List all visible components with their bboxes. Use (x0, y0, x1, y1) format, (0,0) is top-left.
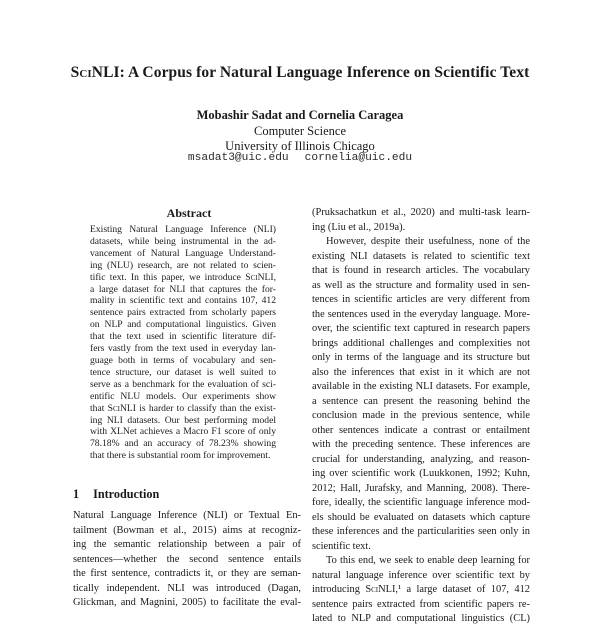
body-line: tences in scientific articles are very different from (312, 294, 530, 305)
body-line: available in the existing NLI datasets. For example, (312, 381, 530, 392)
abstract-line: a large dataset for NLI that captures the for- (90, 283, 276, 295)
intro-line: tailment (Bowman et al., 2015) aims at recogniz- (73, 524, 301, 536)
abstract-line: serve as a benchmark for the evaluation of sci- (90, 378, 276, 390)
intro-line: Natural Language Inference (NLI) or Textual En- (73, 510, 301, 521)
abstract-line: tific text. In this paper, we introduce SciNLI, (90, 271, 276, 283)
introduction-body (73, 509, 301, 611)
intro-line: the first sentence, contradicts it, or they are seman- (73, 568, 301, 579)
body-line: the sentences used in the everyday language. More- (312, 308, 530, 320)
body-line: els should be evaluated on datasets which capture (312, 511, 530, 523)
author-emails (0, 152, 600, 164)
body-line: ing (Liu et al., 2019a). (312, 221, 406, 233)
body-line: these inferences and the particularities seen only in (312, 526, 530, 537)
body-line: lated to NLP and computational linguistics (CL) (312, 613, 530, 624)
body-line: other sentences indicate a contrast or entailment (312, 424, 530, 436)
body-line: a sentence can present the reasoning behind the (312, 395, 530, 407)
intro-line: sentences—whether the second sentence entails (73, 553, 301, 565)
body-line: that is found in research articles. The vocabulary (312, 265, 530, 276)
right-column-body (312, 206, 530, 627)
body-line: scientific text. (312, 540, 371, 552)
section-title: Introduction (93, 487, 160, 501)
body-line: sentence pairs extracted from scientific papers re- (312, 598, 530, 610)
abstract-line: tence structure, our dataset is well suited to (90, 366, 276, 378)
affiliation-university: University of Illinois Chicago (225, 139, 375, 153)
body-line: ing over scientific work (Luukkonen, 1992; Kuhn, (312, 468, 530, 479)
body-line: existing NLI datasets is related to scientific text (312, 250, 530, 262)
body-line: brings additional challenges and complexities not (312, 337, 530, 349)
body-line: However, despite their usefulness, none of the (326, 236, 530, 247)
intro-line: Glickman, and Magnini, 2005) to facilitate the eval- (73, 597, 301, 608)
body-line: (Pruksachatkun et al., 2020) and multi-task learn- (312, 207, 530, 218)
abstract-line: that there is substantial room for improvement. (90, 450, 271, 462)
affiliation-department: Computer Science (254, 124, 346, 138)
body-line: with the preceding sentence. These inferences are (312, 439, 530, 450)
abstract-line: with XLNet achieves a Macro F1 score of only (90, 426, 276, 438)
abstract-line: on NLP and computational linguistics. Given (90, 319, 276, 331)
abstract-line: vancement of Natural Language Understand- (90, 247, 276, 259)
abstract-line: entific NLU models. Our experiments show (90, 390, 276, 402)
intro-line: ing the semantic relationship between a pair of (73, 539, 301, 550)
abstract-line: 78.18% and an accuracy of 78.23% showing (90, 438, 276, 450)
email-caragea[interactable]: cornelia@uic.edu (304, 152, 413, 164)
body-line: introducing SciNLI,¹ a large dataset of 107, 412 (312, 584, 530, 595)
abstract-line: Existing Natural Language Inference (NLI) (90, 224, 276, 235)
email-sadat[interactable]: msadat3@uic.edu (187, 152, 289, 164)
abstract-line: ing (NLU) research, are not related to scien- (90, 259, 276, 271)
intro-line: tically independent. NLI was introduced (Dagan, (73, 582, 301, 594)
body-line: also the inferences that exist in it which are not (312, 366, 530, 378)
body-line: crucial for understanding, analyzing, and reason- (312, 453, 530, 465)
body-line: as well as the structure and formality used in sen- (312, 279, 530, 291)
body-line: conclusion made in the previous sentence, while (312, 410, 530, 421)
abstract-line: mality in scientific text and contains 107, 412 (90, 295, 276, 307)
abstract-line: guage both in terms of vocabulary and sen- (90, 354, 276, 366)
abstract-line: datasets, while being instrumental in the ad- (90, 235, 276, 247)
paper-title: SciNLI: A Corpus for Natural Language Inference on Scientific Text (70, 64, 530, 81)
abstract-line: fers vastly from the text used in everyday lan- (90, 343, 276, 355)
body-line: fore, ideally, the scientific language inference mod- (312, 497, 530, 508)
abstract-line: that the text used in scientific literature dif- (90, 331, 276, 343)
section-number: 1 (73, 487, 80, 501)
body-line: natural language inference over scientific text by (312, 569, 530, 581)
body-line: To this end, we seek to enable deep learning for (326, 555, 530, 566)
section-heading-introduction (73, 487, 159, 502)
body-line: only in terms of the language and its structure but (312, 352, 530, 363)
abstract-line: ing NLI datasets. Our best performing model (90, 414, 276, 426)
abstract-line: that SciNLI is harder to classify than the exist- (90, 402, 276, 414)
body-line: over, the scientific text captured in research papers (312, 323, 530, 334)
abstract-body (90, 224, 276, 462)
abstract-line: sentence pairs extracted from scholarly papers (90, 307, 276, 319)
abstract-heading: Abstract (166, 206, 212, 220)
body-line: 2012; Hall, Jurafsky, and Manning, 2008). There- (312, 482, 530, 494)
authors: Mobashir Sadat and Cornelia Caragea (196, 108, 404, 122)
